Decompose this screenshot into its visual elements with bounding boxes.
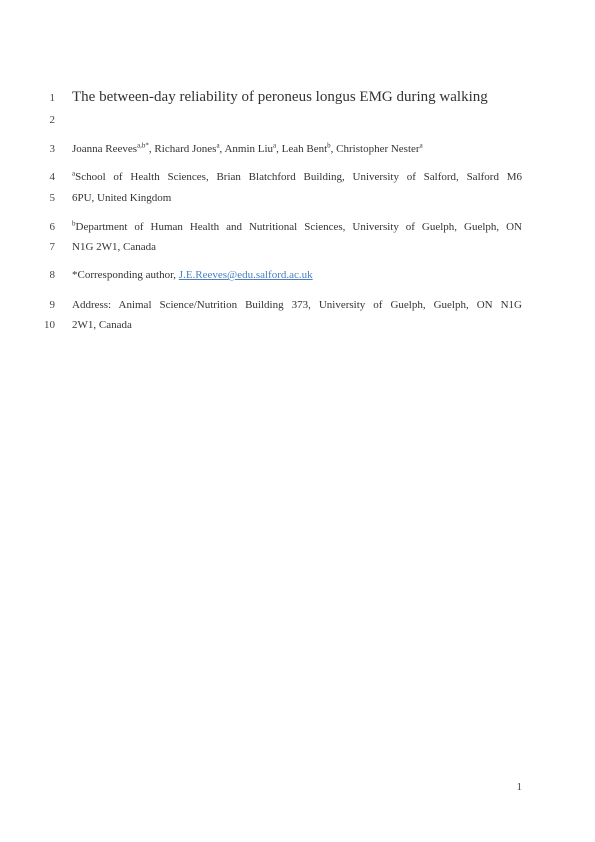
affiliation-text: School of Health Sciences, Brian Blatchford Building, University of Salford, Salford M6 — [75, 171, 522, 183]
manuscript-line-7 — [0, 240, 595, 258]
page-number: 1 — [516, 781, 522, 793]
author-affiliation-marker: a — [419, 141, 423, 150]
line-number: 7 — [49, 241, 55, 253]
affiliation-b-line-2: N1G 2W1, Canada — [72, 241, 157, 253]
manuscript-line-5 — [0, 191, 595, 209]
manuscript-line-1 — [0, 88, 595, 106]
author-affiliation-marker: a,b* — [137, 141, 149, 150]
line-number: 1 — [49, 92, 55, 104]
author-affiliation-marker: a — [273, 141, 277, 150]
author-separator: , — [330, 143, 337, 155]
line-number: 6 — [49, 221, 55, 233]
address-line-1: Address: Animal Science/Nutrition Building 373, University of Guelph, Guelph, ON N1G — [72, 299, 522, 311]
author-affiliation-marker: b — [327, 141, 331, 150]
line-number: 10 — [44, 319, 55, 331]
address-line-2: 2W1, Canada — [72, 319, 132, 331]
email-link[interactable]: J.E.Reeves@edu.salford.ac.uk — [178, 269, 313, 281]
affiliation-a-line-1 — [72, 170, 522, 184]
manuscript-line-4 — [0, 170, 595, 188]
manuscript-line-3 — [0, 142, 595, 160]
affiliation-text: Department of Human Health and Nutritional Sciences, University of Guelph, Guelph, ON — [75, 221, 522, 233]
author-name: Christopher Nester — [336, 143, 420, 155]
author-affiliation-marker: a — [216, 141, 220, 150]
author-name: Anmin Liu — [224, 143, 274, 155]
line-number: 2 — [49, 114, 55, 126]
line-number: 8 — [49, 269, 55, 281]
manuscript-line-6 — [0, 220, 595, 238]
corresponding-author — [72, 268, 313, 282]
author-name: Leah Bent — [281, 143, 328, 155]
corresponding-label: *Corresponding author, — [72, 269, 179, 281]
manuscript-line-10 — [0, 318, 595, 336]
line-number: 4 — [49, 171, 55, 183]
author-separator: , — [276, 143, 282, 155]
line-number: 9 — [49, 299, 55, 311]
author-name: Joanna Reeves — [72, 143, 138, 155]
manuscript-line-9 — [0, 298, 595, 316]
affiliation-b-line-1 — [72, 220, 522, 234]
manuscript-line-2 — [0, 113, 595, 131]
author-separator: , — [219, 143, 225, 155]
manuscript-line-8 — [0, 268, 595, 286]
affiliation-marker: b — [72, 219, 76, 228]
line-number: 5 — [49, 192, 55, 204]
author-separator: , — [148, 143, 155, 155]
affiliation-marker: a — [72, 169, 76, 178]
author-name: Richard Jones — [154, 143, 217, 155]
affiliation-a-line-2: 6PU, United Kingdom — [72, 192, 172, 204]
paper-title: The between-day reliability of peroneus longus EMG during walking — [72, 89, 488, 105]
line-number: 3 — [49, 143, 55, 155]
author-list — [72, 142, 423, 156]
